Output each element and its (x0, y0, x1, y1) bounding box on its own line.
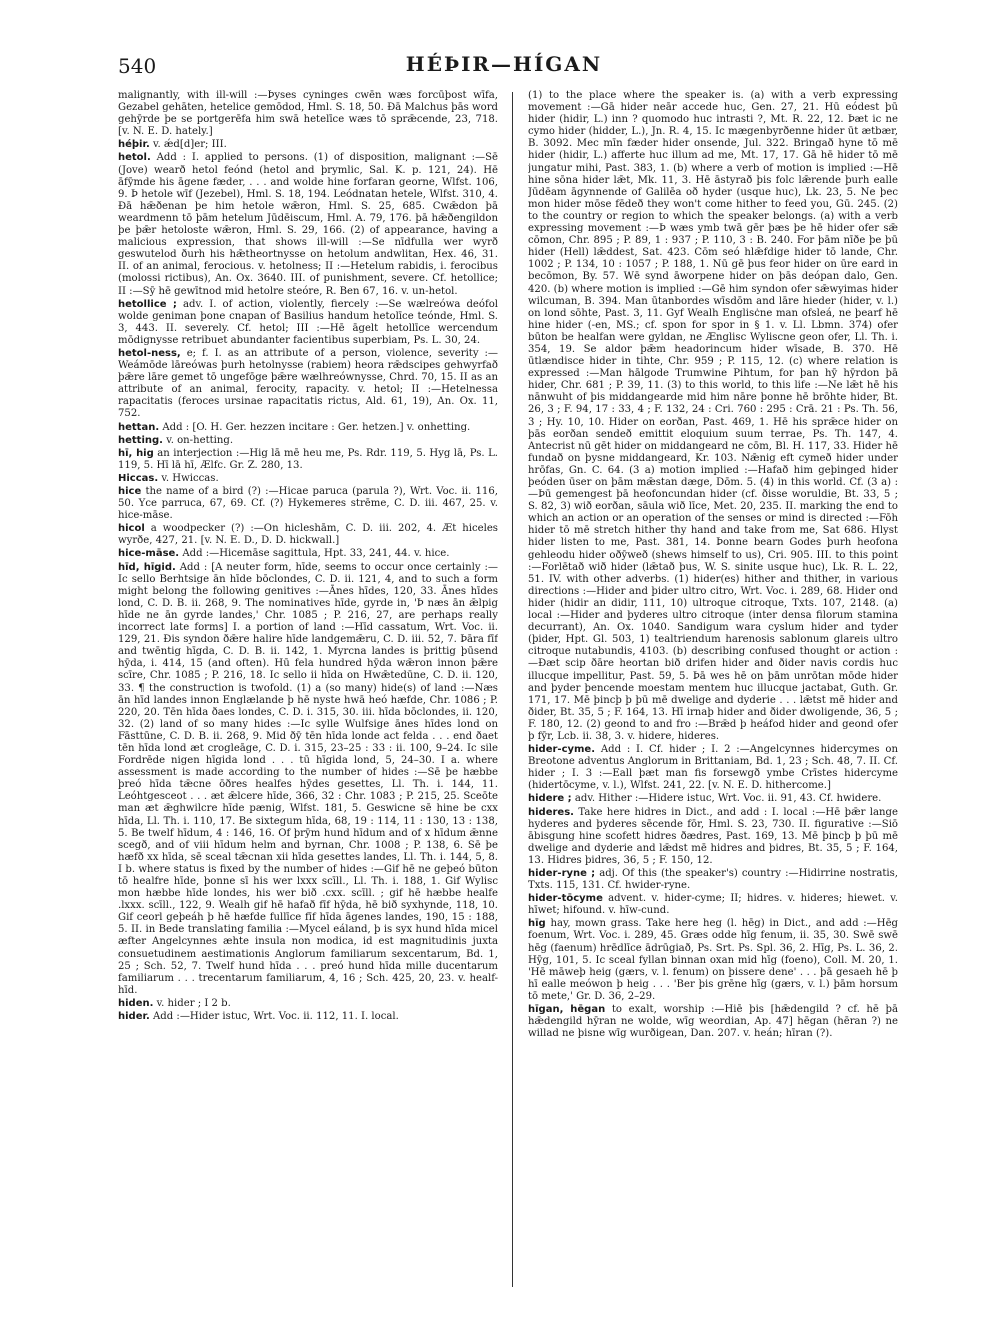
entry-text: to exalt, worship :—Hiē þis [hǣdengild ? cf. hē þā hǣdengild hȳran ne wolde, wīg weordian, Ap. 47] hēgan (hēran ?) ne willad ne þisne wīg wurðigean, Dan. 207. v. heán; hīran (?). (528, 1004, 898, 1040)
entry-headword: Hiccas. (118, 472, 159, 484)
entry-text: e; f. I. as an attribute of a person, violence, severity :—Weámōde lāreówas þurh hetolnysse (rabiem) heora rǣdscipes gehwyrfað þǣre lāre gemet tō ungefōge þǣre wælhreównysse, Chrd. 70, 15. II as an attribute of an animal, ferocity, rapacity. v. hetol; II :—Hetelnessa rapacitatis (feroces ursinae rapacitatis rictus, Ald. 61, 19), An. Ox. 11, 752. (118, 347, 498, 420)
entry-headword: hīgan, hēgan (528, 1004, 606, 1016)
entry-headword: héþir. (118, 139, 150, 151)
entry-headword: hider. (118, 1011, 150, 1023)
entry-headword: hiden. (118, 997, 154, 1009)
dictionary-entry (528, 868, 898, 892)
page-header (118, 50, 890, 86)
entry-text: hay, mown grass. Take here heg (l. hēg) in Dict., and add :—Hēg foenum, Wrt. Voc. i. 289, 45. Græs odde hīg fenum, ii. 35, 30. Swē swē hēg (faenum) hrēdlīce ādrūgiað, Ps. Srt. Ps. Spl. 36, 2. Hīg, Ps. L. 36, 2. Hȳg, 101, 5. Ic sceal fyllan binnan oxan mid hīg (foeno), Coll. M. 20, 1. 'Hē māweþ heig (gærs, v. l. fenum) on þissere dene' . . . þā gesaeh hē þ hī ealle meówon þ heig . . . 'Ber þis grēne hīg (gærs, v. l.) þām horsum tō mete,' Gr. D. 36, 2–29. (528, 918, 898, 1002)
dictionary-entry (118, 448, 498, 472)
entry-headword: hetting. (118, 434, 163, 446)
entry-text: advent. v. hider-cyme; II; hidres. v. hideres; hiewet. v. hīwet; hifound. v. hīw-cund. (528, 893, 898, 917)
dictionary-entry (528, 744, 898, 792)
entry-text: Add :—Hicemāse sagittula, Hpt. 33, 241, 44. v. hice. (182, 548, 450, 560)
entry-headword: hettan. (118, 421, 160, 433)
dictionary-entry (118, 473, 498, 485)
dictionary-entry (118, 1011, 498, 1023)
entry-text: malignantly, with ill-will :—Þyses cyninges cwēn wæs forcūþost wīfa, Gezabel gehāten, hetelice gemōdod, Hml. S. 18, 50. Ðā Malchus þās word gehȳrde þe se portgerēfa him swā hetelīce wæs tō sprǣcende, 23, 718. [v. N. E. D. hately.] (118, 90, 498, 138)
entry-text: (1) to the place where the speaker is. (a) with a verb expressing movement :—Gā hider neār accede huc, Gen. 27, 21. Hū eódest þū hider (hidir, L.) inn ? quomodo huc intrasti ?, Mt. R. 22, 12. Þæt ic ne cymo hider (hidder, L.), Jn. R. 4, 15. Ic mægenbyrðenne hider ūt ætbær, B. 3092. Mec mīn fæder hider onsende, Jul. 322. Bringað hyne tō mē hider (hidir, L.) afferte huc illum ad me, Mt. 17, 17. Gā hē hider tō mē jungatur mihi, Past. 383, 1. (b) where a verb of motion is implied :—Hē hine sōna hider lǣt, Mk. 11, 3. Hē āstyrað þis folc lǣrende þurh ealle Jūdēam āgynnende of Galilēa oð hyder (usque huc), Lk. 23, 5. Ne þec mon hider mōse fēdeð they won't come hither to feed you, Gū. 245. (2) to the country or region to which the speaker belongs. (a) with a verb expressing movement :—Þ wæs ymb twā gēr þæs þe hē hider ofer sǣ cōmon, Chr. 895 ; P. 89, 1 : 937 ; P. 110, 3 : B. 240. For þām nīðe þe þū hider (Hell) lǣddest, Sat. 423. Cōm seó hlǣfdige hider tō lande, Chr. 1002 ; P. 134, 10 : 1057 ; P. 188, 1. Nū gē þus feor hider on ūre eard in becōmon, By. 57. Wē synd āworpene hider on þās deópan dalo, Gen. 420. (b) where motion is implied :—Gē him syndon ofer sǣwyimas hider wilcuman, B. 394. Man ūtanbordes wīsdōm and lāre hieder (hider, v. l.) on lond sōhte, Past. 3, 11. Gyf Wealh Englisċne man ofsleá, ne þearf hē hine hider (-en, MS.; cf. spon for spor in § 1. v. Ll. Lbmn. 374) ofer būton be healfan were gyldan, ne Ænglisc Wyliscne geon ofer, Ll. Th. i. 354, 19. Se aldor þǣm headorincum hider wīsade, B. 370. Hē ūtlændisce hider in tihte, Chr. 959 ; P. 115, 12. (c) where relation is expressed :—Man hālgode Trumwine Pihtum, for þan hȳ hȳrdon þā hider, Chr. 681 ; P. 39, 11. (3) to this world, to this life :—Ne lǣt hē his nānwuht of þis middangearde mid him nāre þonne hē brōhte hider, Bt. 26, 3 ; F. 94, 17 : 33, 4 ; F. 132, 24 : Cri. 760 : 295 : Crā. 21 : Ps. Th. 56, 3 ; Hy. 10, 10. Hider on eorðan, Past. 469, 1. Hē his sprǣce hider on þās eorðan sendeð emittit eloquium suum terrae, Ps. Th. 147, 4. Antecrist nū gēt hider on middangeard ne cōm, Bl. H. 117, 33. Hider hē fundað on þysne middangeard, Kr. 103. Nǣnig eft cymeð hider under hrōfas, Gn. C. 64. (3 a) motion implied :—Hafað him geþinged hider þeóden ūser on þām mǣstan dæge, Dōm. 5. (4) in this world. Cf. (3 a) :—Þū gemengest þā heofoncundan hider (cf. ðisse woruldie, Bt. 33, 5 ; S. 82, 3) wið eorðan, sāula wið līce, Met. 20, 235. II. marking the end to which an action or an operation of the senses or mind is directed :—Fōh hider tō mē stretch hither thy hand and take from me, Sat 686. Hlyst hider listen to me, Past. 381, 14. Þonne bearn Godes þurh heofona gehleodu hider oðȳweð (shews himself to us), Cri. 905. III. to this point :—Forlētað wið hider (lǣtað þus, W. S. sinite usque huc), Lk. R. L. 22, 51. IV. with other adverbs. (1) hider(es) hither and thither, in various directions :—Hider and þider ultro citro, Wrt. Voc. i. 289, 68. Hider ond hider (hidir an didir, 111, 10) ultroque citroque, Txts. 107, 2148. (a) local :—Hider and þyderes ultro citroque (inter densa filorum stamina decurrant), An. Ox. 1040. Sandigum wara cyslum hider and tyder (þider, Hpt. Gl. 503, 1) tealtriendum harenosis sablonum glareis ultro citroque nutabundis, 4103. (b) describing confused thought or action :—Ðæt scip ðāre heortan bið drifen hider and ðider navis cordis huc illucque impellitur, Past. 59, 5. Þā wes hē on þām unrōtan mōde hider and þyder þencende moestam mentem huc illucque jactabat, Guth. Gr. 171, 17. Mē þincþ þ þū mē dwelige and dyderie . . . lǣtst mē hider and ðider, Bt. 35, 5 ; F. 164, 13. Hī irnaþ hider and ðider dwoligende, 36, 5 ; F. 180, 12. (2) geond to and fro :—Brǣd þ heáfod hider and geond ofer þ fȳr, Lcb. ii. 38, 3. v. hidere, hideres. (528, 90, 898, 742)
entry-headword: hicol (118, 523, 145, 535)
dictionary-entry (528, 90, 898, 743)
dictionary-entry (118, 435, 498, 447)
entry-text: a woodpecker (?) :—On hicleshām, C. D. iii. 202, 4. Æt hiceles wyrðe, 427, 21. [v. N. E. D., D. D. hickwall.] (118, 523, 498, 547)
entry-headword: hice-māse. (118, 548, 180, 560)
entry-headword: hīg (528, 918, 546, 930)
entry-text: Add : I. applied to persons. (1) of disposition, malignant :—Sē (Jove) wearð hetol feónd (hetol and þrymlic, Sal. K. p. 121, 24). Hē āfȳmde his āgene fæder, . . . and wolde hine forfaran georne, Wlfst. 106, 9. Þ hetole wīf (Jezebel), Hml. S. 18, 194. Leódnatan hetele, Wlfst. 310, 4. Ðā hǣðenan þe him hetole wǣron, Hml. S. 25, 685. Cwǣdon þā weardmenn tō þām hetelum Jūdēiscum, Hml. A. 79, 176. þā hǣðengildon þe þǣr hetoloste wǣron, Hml. S. 29, 166. (2) of appearance, having a malicious expression, that shows ill-will :—Se nīdfulla wer wyrð geswutelod ðurh his hǣtheortnysse on hetolum andwlitan, Hex. 46, 31. II. of an animal, ferocious. v. hetolness; II :—Hetelum rabidis, i. ferocibus (molossi rictibus), An. Ox. 3640. III. of punishment, severe. Cf. hetollice; II :—Sȳ hē gewītnod mid hetolre steóre, R. Ben 67, 16. v. un-hetol. (118, 152, 498, 297)
entry-text: Add :—Hider istuc, Wrt. Voc. ii. 112, 11. I. local. (153, 1011, 399, 1023)
entry-headword: hidere ; (528, 793, 572, 805)
dictionary-entry (118, 90, 498, 138)
entry-headword: hice (118, 486, 142, 497)
dictionary-entry (528, 1004, 898, 1040)
entry-text: Add : [O. H. Ger. hezzen incitare : Ger. hetzen.] v. onhetting. (162, 421, 471, 433)
dictionary-entry (118, 348, 498, 421)
dictionary-entry (118, 422, 498, 434)
entry-text: Add : [A neuter form, hīde, seems to occur once certainly :—Ic sello Berhtsige ān hīde bōclondes, C. D. ii. 121, 4, and to such a form might belong the following genitives :—Ānes hīdes, 120, 33. Ānes hīdes lond, C. D. B. ii. 268, 9. The nominatives hīde, gyrde in, 'Þ næs ān ǣlpig hīde ne ān gyrde landes,' Chr. 1085 ; P. 216, 27, are perhaps really incorrect late forms] I. a portion of land :—Hīd cassatum, Wrt. Voc. ii. 129, 21. Ðis syndon ðǣre halire hīde landgemǣru, C. D. iii. 52, 7. Þāra fīf and twēntig hīgda, C. D. B. ii. 142, 1. Myrcna landes is þrittig þūsend hȳda, i. 414, 15 (and often). Hū fela hundred hȳda wǣron innon þǣre scīre, Chr. 1085 ; P. 216, 18. Ic sello ii hīda on Hwǣtedūne, C. D. ii. 120, 33. ¶ the construction is twofold. (1) a (so many) hide(s) of land :—Næs ān hīd landes innon Englælande þ hē nyste hwā heó hæfde, Chr. 1086 ; P. 220, 20. Tēn hīda ðaes londes, C. D. i. 315, 30. iii. hīda bōclondes, ii. 120, 32. (2) land of so many hides :—Ic sylle Wulfsige ānes hīdes lond on Fāsttūne, C. D. B. ii. 268, 9. Mid ðȳ tēn hīda londe act felda . . . end ðaet tēn hīda lond æt crogleāge, C. D. i. 315, 23–25 : 33 : ii. 100, 9–24. Ic sile Fordrēde nigen hīgida lond . . . tū hīgida lond, 5, 24–30. I a. where assessment is made according to the number of hides :—Sē þe hæbbe þreó hīda tǣcne ōðres healfes hȳdes gesettes, Ll. Th. i. 144, 11. Leóhtgesceot . . . æt ǣlcere hīde, 366, 32 : Chr. 1083 ; P. 215, 25. Sceōte man æt ǣghwilcre hīde pænig, Wlfst. 181, 5. Geswicne sē hine be cxx hīda, Ll. Th. i. 110, 17. Be sixtegum hīda, 68, 19 : 114, 11 : 130, 13 : 138, 5. Be twelf hīdum, 4 : 146, 16. Of þrȳm hund hīdum and of x hīdum ǣnne scegð, and of viii hīdum helm and byrnan, Chr. 1008 ; P. 138, 6. Sē þe hæfð xx hīda, sē sceal tǣcnan xii hīda gesettes landes, Ll. Th. i. 144, 5, 8. I b. where status is fixed by the number of hides :—Gif hē ne geþeó būton tō healfre hīde, þonne sī his wer lxxx scīll., Ll. Th. i. 188, 1. Gif Wylisc mon hæbbe hīde londes, his wer bið .cxx. scīll. ; gif hē hæbbe healfe .lxxx. scīll., 122, 9. Wealh gif hē hafað fīf hȳda, hē bið syxhynde, 118, 10. Gif ceorl geþeáh þ hē hæfde fullīce fīf hīda āgenes landes, 190, 15 : 188, 5. II. in Bede translating familia :—Mycel eáland, þ is syx hund hīda micel æfter Angelcynnes æhte insula non modica, id est magnitudinis juxta consuetudinem aestimationis Anglorum familiarum sexcentarum, Bd. 1, 25 ; Sch. 52, 7. Twelf hund hīda . . . preó hund hīda mille ducentarum familiarum . . . trecentarum familiarum, 4, 16 ; Sch. 425, 20, 23. v. healf-hīd. (118, 561, 498, 996)
entry-headword: hider-tōcyme (528, 893, 603, 905)
entry-text: Add : I. Cf. hider ; I. 2 :—Angelcynnes hidercymes on Breotone adventus Anglorum in Brittaniam, Bd. 1, 23 ; Sch. 48, 7. II. Cf. hider ; I. 3 :—Eall þæt man fis forsewgð ymbe Crīstes hidercyme (hidertōcyme, v. l.), Wlfst. 241, 22. [v. N. E. D. hithercome.] (528, 744, 898, 792)
entry-text: Take here hidres in Dict., and add : I. local :—Hē þǣr lange hyderes and þyderes sēcende fōr, Hml. S. 23, 730. II. figurative :—Siō ābisgung hine scofett hidres ðædres, Past. 169, 13. Mē þincþ þ þū mē dwelige and dyderie and lǣdst mē hidres and þidres, Bt. 35, 5 ; F. 164, 13. Hidres þidres, 36, 5 ; F. 150, 12. (528, 806, 898, 866)
dictionary-entry (528, 793, 898, 805)
entry-headword: hī, hig (118, 447, 154, 459)
entry-text: adj. Of this (the speaker's) country :—Hidirrine nostratis, Txts. 115, 131. Cf. hwider-ryne. (528, 868, 898, 892)
dictionary-entry (118, 139, 498, 151)
entry-text: v. hider ; I 2 b. (156, 997, 231, 1009)
entry-headword: hetollice ; (118, 298, 177, 310)
dictionary-entry (118, 299, 498, 347)
dictionary-entry (118, 998, 498, 1010)
left-column (118, 90, 498, 1290)
entry-headword: hetol-ness, (118, 347, 181, 359)
dictionary-entry (118, 562, 498, 997)
page-title: HÉÞIR—HÍGAN (405, 52, 603, 76)
entry-text: v. ǽd[d]er; III. (153, 139, 227, 151)
right-column (528, 90, 898, 1290)
dictionary-entry (528, 918, 898, 1003)
entry-text: adv. Hither :—Hidere istuc, Wrt. Voc. ii. 91, 43. Cf. hwidere. (574, 793, 882, 805)
entry-text: the name of a bird (?) :—Hicae paruca (parula ?), Wrt. Voc. ii. 116, 50. Yce parruca, 67, 69. Cf. (?) Hykemeres strēme, C. D. iii. 467, 25. v. hice-māse. (118, 486, 498, 522)
entry-text: v. Hwiccas. (161, 472, 219, 484)
dictionary-entry (118, 486, 498, 522)
entry-text: v. on-hetting. (166, 434, 234, 446)
entry-headword: hīd, hīgid. (118, 561, 176, 573)
column-divider (512, 92, 513, 1287)
dictionary-columns (118, 90, 898, 1290)
dictionary-entry (118, 523, 498, 547)
page-number: 540 (118, 54, 157, 78)
dictionary-entry (528, 807, 898, 867)
entry-text: an interjection :—Hig lā mē heu me, Ps. Rdr. 119, 5. Hyg lā, Ps. L. 119, 5. Hī lā hī, Ælfc. Gr. Z. 280, 13. (118, 447, 498, 471)
entry-text: adv. I. of action, violently, fiercely :—Se wælreówa deófol wolde geniman þone cnapan of Basilius handum hetolīce teónde, Hml. S. 3, 443. II. severely. Cf. hetol; III :—Hē āgelt hetollīce wercendum mōdignysse retribuet abundanter facientibus superbiam, Ps. L. 30, 24. (118, 298, 498, 346)
entry-headword: hider-ryne ; (528, 868, 596, 879)
dictionary-entry (118, 152, 498, 297)
dictionary-entry (118, 548, 498, 560)
entry-headword: hideres. (528, 806, 574, 818)
entry-headword: hetol. (118, 152, 151, 164)
entry-headword: hider-cyme. (528, 744, 596, 756)
dictionary-entry (528, 893, 898, 917)
